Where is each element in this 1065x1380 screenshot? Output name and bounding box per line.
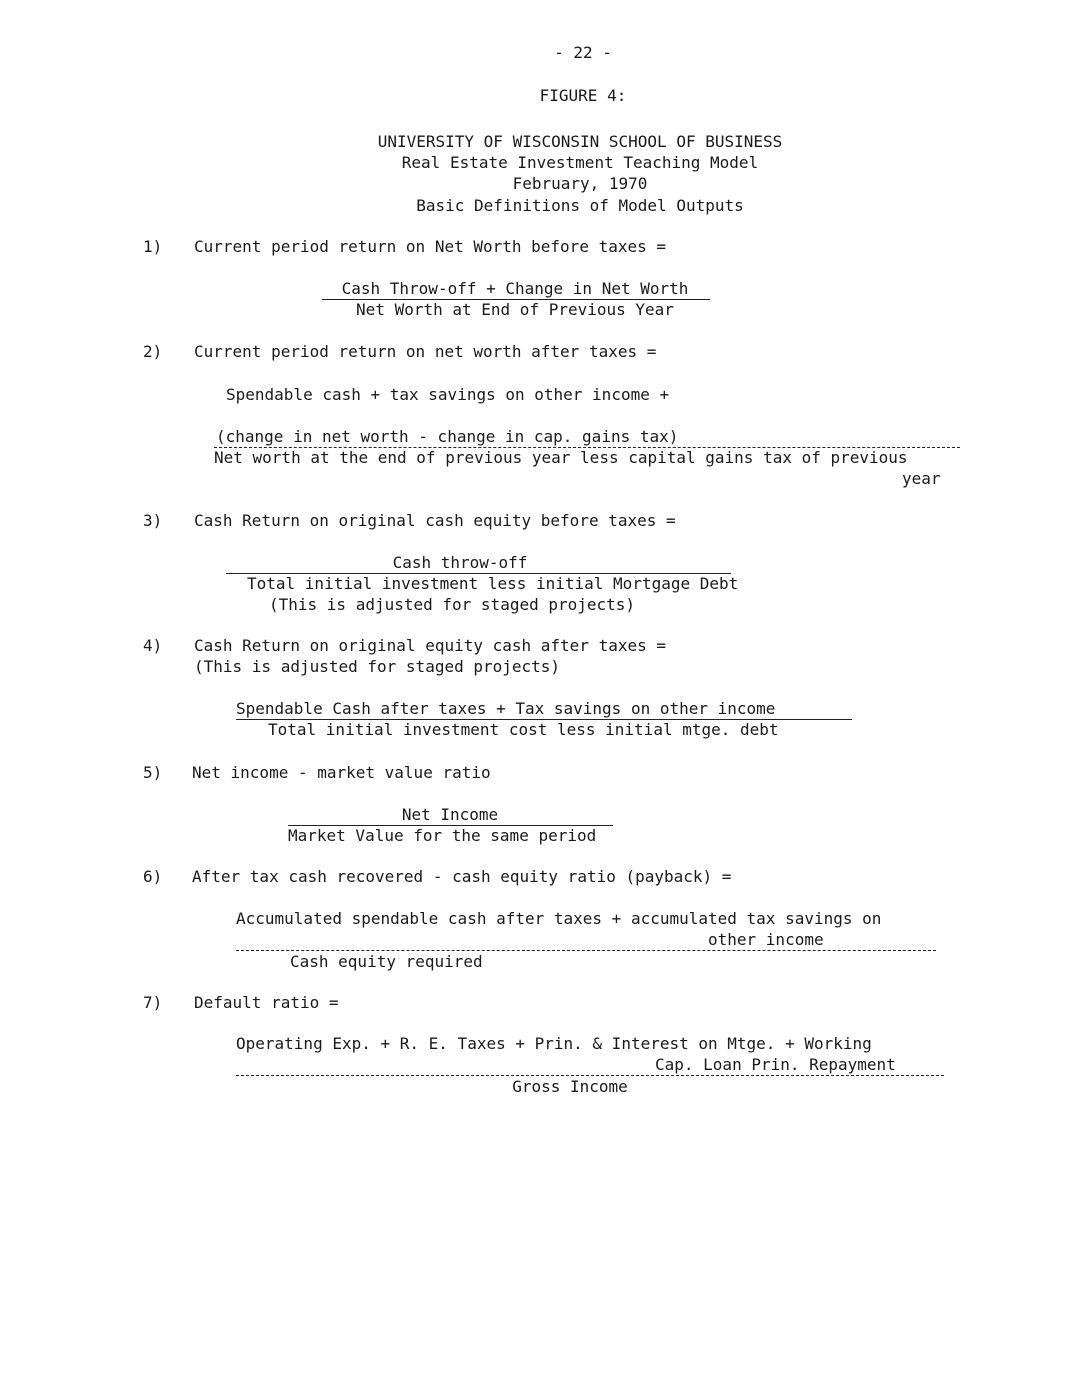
date-line: February, 1970 (512, 174, 648, 193)
numerator-2-line2: (change in net worth - change in cap. gains tax) (216, 427, 679, 446)
numerator-1: Cash Throw-off + Change in Net Worth (341, 279, 689, 298)
numerator-3: Cash throw-off (392, 553, 528, 572)
item-title-2: Current period return on net worth after taxes = (194, 342, 657, 361)
fraction-bar-7 (236, 1075, 944, 1076)
numerator-2-line1: Spendable cash + tax savings on other income + (226, 385, 670, 404)
denominator-1: Net Worth at End of Previous Year (356, 300, 674, 319)
numerator-6-line1: Accumulated spendable cash after taxes + accumulated tax savings on (236, 909, 882, 928)
numerator-5: Net Income (401, 805, 499, 824)
fraction-bar-6 (236, 950, 936, 951)
denominator-5: Market Value for the same period (288, 826, 597, 845)
item-title-6: After tax cash recovered - cash equity ratio (payback) = (192, 867, 732, 886)
denominator-2-line1: Net worth at the end of previous year less capital gains tax of previous (214, 448, 908, 467)
model-title: Real Estate Investment Teaching Model (401, 153, 759, 172)
denominator-7: Gross Income (512, 1077, 628, 1096)
item-title-7: Default ratio = (194, 993, 339, 1012)
item-title-5: Net income - market value ratio (192, 763, 491, 782)
item-number-4: 4) (143, 636, 163, 655)
item-number-7: 7) (143, 993, 163, 1012)
note-4: (This is adjusted for staged projects) (194, 657, 561, 676)
item-number-6: 6) (143, 867, 163, 886)
note-3: (This is adjusted for staged projects) (269, 595, 636, 614)
denominator-6: Cash equity required (290, 952, 483, 971)
item-number-3: 3) (143, 511, 163, 530)
item-title-1: Current period return on Net Worth before taxes = (194, 237, 667, 256)
denominator-2-line2: year (902, 469, 941, 488)
numerator-4: Spendable Cash after taxes + Tax savings on other income (236, 699, 776, 718)
figure-label: FIGURE 4: (539, 86, 627, 105)
item-title-3: Cash Return on original cash equity before taxes = (194, 511, 676, 530)
numerator-7-line1: Operating Exp. + R. E. Taxes + Prin. & Interest on Mtge. + Working (236, 1034, 872, 1053)
item-title-4: Cash Return on original equity cash after taxes = (194, 636, 667, 655)
item-number-1: 1) (143, 237, 163, 256)
item-number-2: 2) (143, 342, 163, 361)
denominator-4: Total initial investment cost less initial mtge. debt (268, 720, 779, 739)
denominator-3: Total initial investment less initial Mortgage Debt (247, 574, 739, 593)
section-title: Basic Definitions of Model Outputs (416, 196, 744, 215)
page-number: - 22 - (554, 43, 612, 62)
institution-heading: UNIVERSITY OF WISCONSIN SCHOOL OF BUSINESS (377, 132, 783, 151)
item-number-5: 5) (143, 763, 163, 782)
numerator-7-line2: Cap. Loan Prin. Repayment (655, 1055, 896, 1074)
numerator-6-line2: other income (708, 930, 824, 949)
